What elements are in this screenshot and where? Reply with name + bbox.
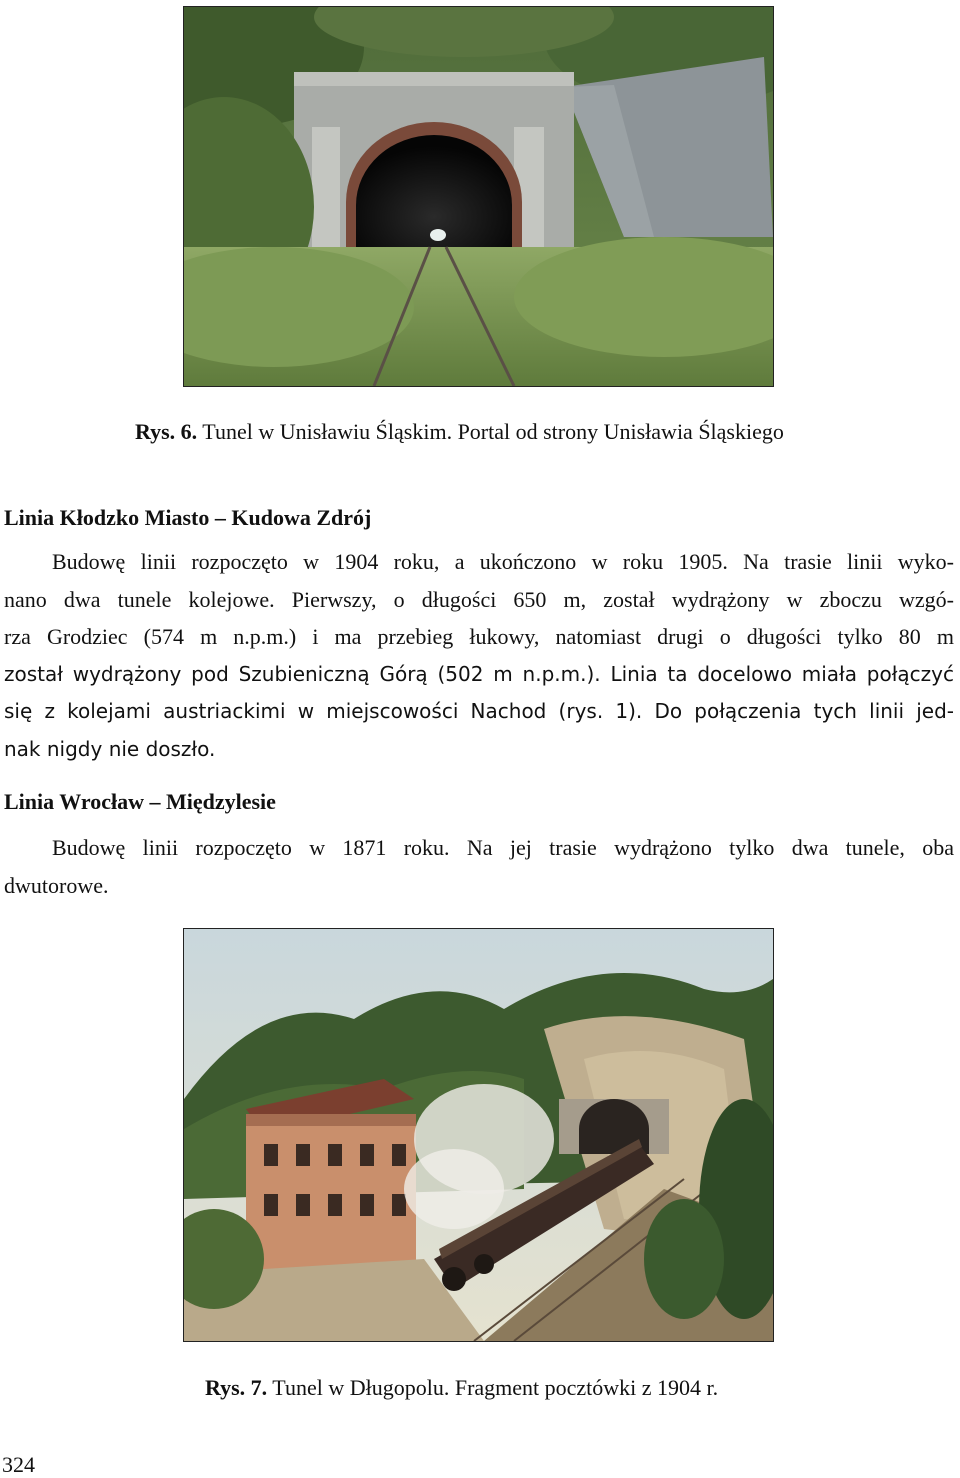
paragraph-line: nano dwa tunele kolejowe. Pierwszy, o długości 650 m, został wydrążony w zboczu wzgó- xyxy=(4,586,954,612)
figure-caption-text-1: Tunel w Unisławiu Śląskim. Portal od strony Unisławia Śląskiego xyxy=(202,419,784,444)
paragraph-line: Budowę linii rozpoczęto w 1904 roku, a ukończono w roku 1905. Na trasie linii wyko- xyxy=(52,549,954,574)
figure-label-2: Rys. 7. xyxy=(205,1375,268,1400)
paragraph-line: Budowę linii rozpoczęto w 1871 roku. Na jej trasie wydrążono tylko dwa tunele, oba xyxy=(52,835,954,860)
figure-caption-text-2: Tunel w Długopolu. Fragment pocztówki z 1904 r. xyxy=(272,1375,719,1400)
section-paragraph-wroclaw xyxy=(4,829,954,904)
figure-label-1: Rys. 6. xyxy=(135,419,198,444)
section-heading-klodzko: Linia Kłodzko Miasto – Kudowa Zdrój xyxy=(4,505,372,530)
paragraph-line: dwutorowe. xyxy=(4,872,109,898)
figure-caption-1 xyxy=(135,419,784,445)
paragraph-line: rza Grodziec (574 m n.p.m.) i ma przebieg łukowy, natomiast drugi o długości tylko 80 m xyxy=(4,624,954,650)
page-number: 324 xyxy=(2,1452,35,1477)
figure-photo-postcard-dlugopole xyxy=(183,928,774,1342)
postcard-image xyxy=(184,929,773,1341)
paragraph-line: nak nigdy nie doszło. xyxy=(4,736,216,761)
paragraph-line: się z kolejami austriackimi w miejscowości Nachod (rys. 1). Do połączenia tych linii jed- xyxy=(4,699,954,724)
tunnel-portal-image xyxy=(184,7,773,386)
paragraph-line: został wydrążony pod Szubieniczną Górą (502 m n.p.m.). Linia ta docelowo miała połączyć xyxy=(4,661,954,686)
section-heading-wroclaw: Linia Wrocław – Międzylesie xyxy=(4,789,276,814)
figure-photo-tunnel-unislaw xyxy=(183,6,774,387)
figure-caption-2 xyxy=(205,1375,718,1401)
section-paragraph-klodzko xyxy=(4,543,954,769)
